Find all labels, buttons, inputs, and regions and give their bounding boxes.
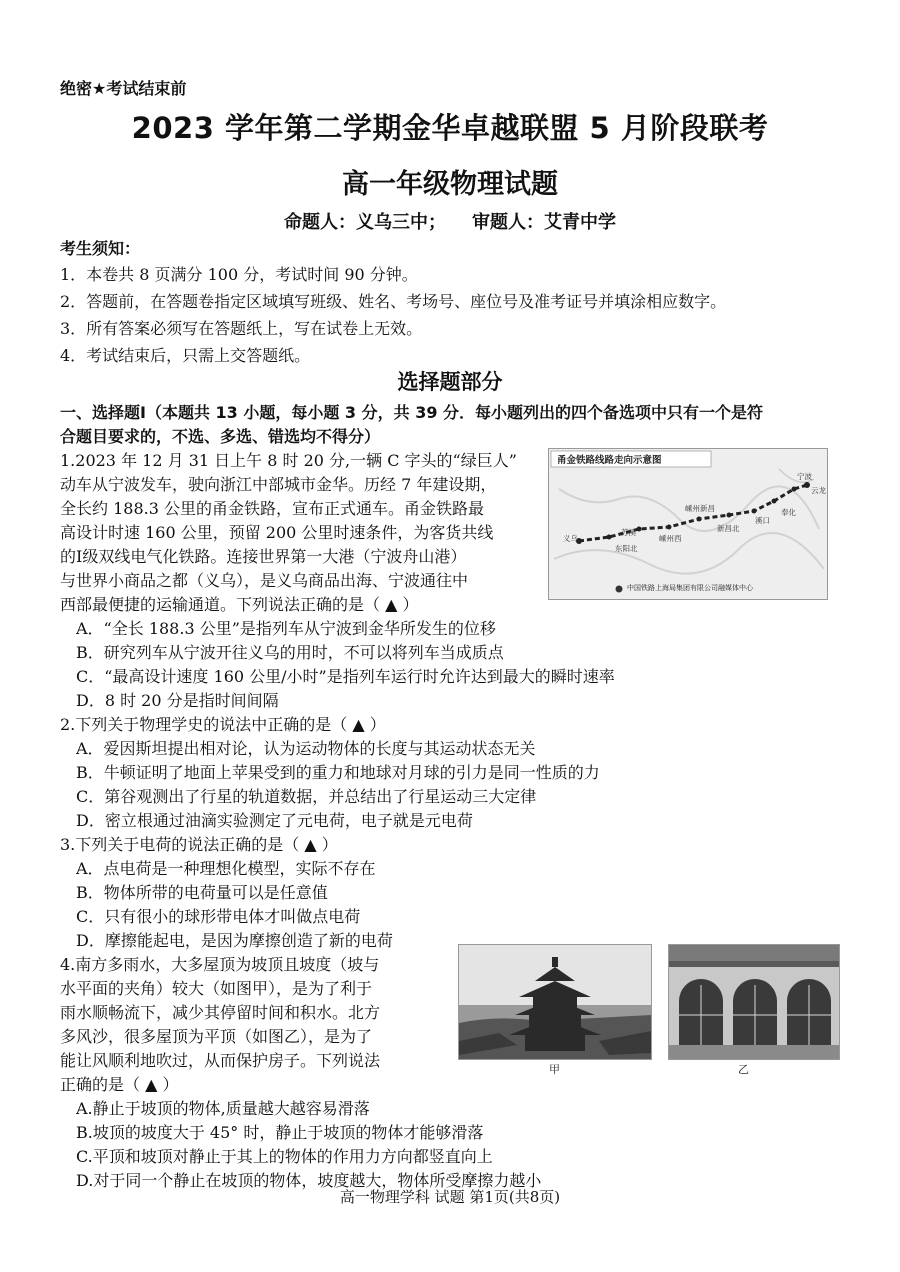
authors-line <box>0 208 900 234</box>
pagoda-picture <box>459 945 651 1059</box>
q4-line: 能让风顺利地吹过，从而保护房子。下列说法 <box>60 1051 381 1070</box>
map-station: 义乌 <box>563 534 578 543</box>
q1-line: 全长约 188.3 公里的甬金铁路，宣布正式通车。甬金铁路最 <box>60 499 484 518</box>
q4-option: A.静止于坡顶的物体,质量越大越容易滑落 <box>76 1099 370 1118</box>
q4-line: 正确的是（ ▲ ） <box>60 1075 179 1094</box>
exam-subtitle: 高一年级物理试题 <box>342 169 558 200</box>
q2-option: B．牛顿证明了地面上苹果受到的重力和地球对月球的引力是同一性质的力 <box>76 763 600 782</box>
q1-option: D．8 时 20 分是指时间间隔 <box>76 691 279 710</box>
flat-roof-house-picture <box>669 945 839 1059</box>
section-title: 选择题部分 <box>397 370 503 394</box>
part-instruction: 一、选择题Ⅰ（本题共 13 小题，每小题 3 分，共 39 分．每小题列出的四个备选项中只有一个是符 <box>60 403 764 422</box>
q4-option: B.坡顶的坡度大于 45° 时，静止于坡顶的物体才能够滑落 <box>76 1123 484 1142</box>
map-station: 嵊州西 <box>659 534 682 543</box>
map-station: 云龙 <box>811 486 826 495</box>
q4-option: D.对于同一个静止在坡顶的物体，坡度越大，物体所受摩擦力越小 <box>76 1171 542 1190</box>
q1-option: B．研究列车从宁波开往义乌的用时，不可以将列车当成质点 <box>76 643 504 662</box>
q4-line: 雨水顺畅流下，减少其停留时间和积水。北方 <box>60 1003 381 1022</box>
q2-stem: 2.下列关于物理学史的说法中正确的是（ ▲ ） <box>60 715 386 734</box>
page-footer: 高一物理学科 试题 第1页(共8页) <box>339 1188 561 1206</box>
q1-line: 1.2023 年 12 月 31 日上午 8 时 20 分,一辆 C 字头的“绿巨人” <box>60 451 517 470</box>
q3-option: B．物体所带的电荷量可以是任意值 <box>76 883 328 902</box>
notice-item: 4．考试结束后，只需上交答题纸。 <box>60 346 311 365</box>
railway-map-figure <box>548 448 828 600</box>
photo-flat-roof <box>668 944 840 1060</box>
map-station: 溪口 <box>755 516 770 525</box>
caption-jia: 甲 <box>549 1063 560 1076</box>
caption-yi: 乙 <box>738 1063 749 1076</box>
map-title: 甬金铁路线路走向示意图 <box>557 455 662 466</box>
q1-line: 动车从宁波发车，驶向浙江中部城市金华。历经 7 年建设期， <box>60 475 497 494</box>
notice-item: 1．本卷共 8 页满分 100 分，考试时间 90 分钟。 <box>60 265 418 284</box>
part-instruction: 合题目要求的，不选、多选、错选均不得分） <box>60 427 381 446</box>
q1-line: 高设计时速 160 公里，预留 200 公里时速条件，为客货共线 <box>60 523 494 542</box>
q1-line: 西部最便捷的运输通道。下列说法正确的是（ ▲ ） <box>60 595 419 614</box>
map-station: 东阳北 <box>615 544 638 553</box>
map-credit: 中国铁路上海局集团有限公司融媒体中心 <box>627 584 753 592</box>
q4-option: C.平顶和坡顶对静止于其上的物体的作用力方向都竖直向上 <box>76 1147 493 1166</box>
map-station: 奉化 <box>781 508 796 517</box>
q1-line: 的Ⅰ级双线电气化铁路。连接世界第一大港（宁波舟山港） <box>60 547 467 566</box>
q4-line: 多风沙，很多屋顶为平顶（如图乙），是为了 <box>60 1027 373 1046</box>
q2-option: A．爱因斯坦提出相对论，认为运动物体的长度与其运动状态无关 <box>76 739 536 758</box>
railway-map <box>549 449 827 599</box>
map-station: 新昌北 <box>717 524 740 533</box>
q1-option: C．“最高设计速度 160 公里/小时”是指列车运行时允许达到最大的瞬时速率 <box>76 667 615 686</box>
q1-option: A．“全长 188.3 公里”是指列车从宁波到金华所发生的位移 <box>76 619 496 638</box>
q4-line: 4.南方多雨水，大多屋顶为坡顶且坡度（坡与 <box>60 955 380 974</box>
q3-option: A．点电荷是一种理想化模型，实际不存在 <box>76 859 376 878</box>
q2-option: D．密立根通过油滴实验测定了元电荷，电子就是元电荷 <box>76 811 473 830</box>
q3-option: C．只有很小的球形带电体才叫做点电荷 <box>76 907 361 926</box>
map-station: 嵊州新昌 <box>685 504 715 513</box>
q2-option: C．第谷观测出了行星的轨道数据，并总结出了行星运动三大定律 <box>76 787 537 806</box>
notice-item: 2．答题前，在答题卷指定区域填写班级、姓名、考场号、座位号及准考证号并填涂相应数字。 <box>60 292 727 311</box>
notice-heading: 考生须知： <box>60 239 141 258</box>
reviewer: 审题人：艾青中学 <box>472 212 616 233</box>
exam-title: 2023 学年第二学期金华卓越联盟 5 月阶段联考 <box>131 111 769 145</box>
confidential-mark: 绝密★考试结束前 <box>60 79 187 98</box>
q3-stem: 3.下列关于电荷的说法正确的是（ ▲ ） <box>60 835 338 854</box>
photo-sloped-roof <box>458 944 652 1060</box>
q1-line: 与世界小商品之都（义乌），是义乌商品出海、宁波通往中 <box>60 571 469 590</box>
q3-option: D．摩擦能起电，是因为摩擦创造了新的电荷 <box>76 931 393 950</box>
notice-item: 3．所有答案必须写在答题纸上，写在试卷上无效。 <box>60 319 423 338</box>
map-station: 宁波 <box>797 472 812 481</box>
q4-line: 水平面的夹角）较大（如图甲），是为了利于 <box>60 979 373 998</box>
setter: 命题人：义乌三中； <box>284 212 446 233</box>
map-station: 苏溪 <box>621 528 636 537</box>
